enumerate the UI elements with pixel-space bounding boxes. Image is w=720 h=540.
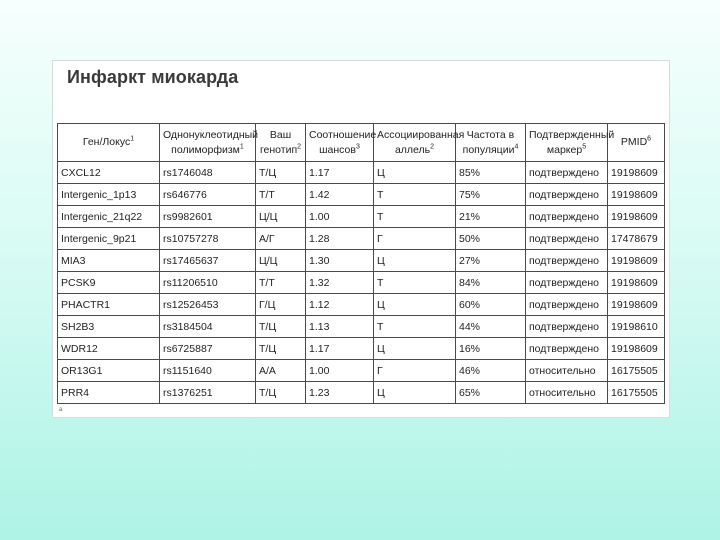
header-confirmed-marker: Подтвержденный маркер$^5$ [526, 124, 608, 162]
frequency-cell: 84% [456, 272, 526, 294]
allele-cell: Т [374, 272, 456, 294]
frequency-cell: 16% [456, 338, 526, 360]
pmid-cell: 19198609 [608, 206, 665, 228]
marker-cell: подтверждено [526, 184, 608, 206]
snp-cell: rs9982601 [160, 206, 256, 228]
pmid-cell: 19198609 [608, 184, 665, 206]
genotype-cell: Ц/Ц [256, 250, 306, 272]
allele-cell: Ц [374, 250, 456, 272]
frequency-cell: 21% [456, 206, 526, 228]
header-pmid: PMID$^6$ [608, 124, 665, 162]
genotype-cell: Ц/Ц [256, 206, 306, 228]
gene-cell: OR13G1 [58, 360, 160, 382]
allele-cell: Г [374, 228, 456, 250]
allele-cell: Г [374, 360, 456, 382]
pmid-cell: 19198609 [608, 162, 665, 184]
pmid-cell: 17478679 [608, 228, 665, 250]
table-row [58, 316, 665, 338]
gene-cell: SH2B3 [58, 316, 160, 338]
odds-ratio-cell: 1.12 [306, 294, 374, 316]
pmid-cell: 19198609 [608, 250, 665, 272]
marker-cell: подтверждено [526, 250, 608, 272]
gene-cell: Intergenic_21q22 [58, 206, 160, 228]
frequency-cell: 50% [456, 228, 526, 250]
gene-cell: MIA3 [58, 250, 160, 272]
marker-cell: подтверждено [526, 294, 608, 316]
odds-ratio-cell: 1.13 [306, 316, 374, 338]
allele-cell: Ц [374, 294, 456, 316]
genotype-cell: Т/Т [256, 272, 306, 294]
odds-ratio-cell: 1.32 [306, 272, 374, 294]
frequency-cell: 60% [456, 294, 526, 316]
snp-cell: rs12526453 [160, 294, 256, 316]
header-population-frequency: Частота в популяции$^4$ [456, 124, 526, 162]
frequency-cell: 27% [456, 250, 526, 272]
snp-cell: rs646776 [160, 184, 256, 206]
table-row [58, 272, 665, 294]
allele-cell: Т [374, 184, 456, 206]
allele-cell: Т [374, 206, 456, 228]
genotype-cell: Т/Ц [256, 162, 306, 184]
table-row [58, 250, 665, 272]
odds-ratio-cell: 1.17 [306, 162, 374, 184]
header-snp: Однонуклеотидный полиморфизм$^1$ [160, 124, 256, 162]
genotype-cell: Т/Ц [256, 316, 306, 338]
genotype-cell: А/Г [256, 228, 306, 250]
odds-ratio-cell: 1.42 [306, 184, 374, 206]
marker-cell: подтверждено [526, 228, 608, 250]
allele-cell: Ц [374, 162, 456, 184]
odds-ratio-cell: 1.28 [306, 228, 374, 250]
frequency-cell: 65% [456, 382, 526, 404]
odds-ratio-cell: 1.30 [306, 250, 374, 272]
odds-ratio-cell: 1.00 [306, 360, 374, 382]
table-row [58, 382, 665, 404]
page-title: Инфаркт миокарда [67, 67, 239, 87]
header-odds-ratio: Соотношение шансов$^3$ [306, 124, 374, 162]
odds-ratio-cell: 1.23 [306, 382, 374, 404]
genotype-cell: А/А [256, 360, 306, 382]
table-row [58, 338, 665, 360]
results-table [57, 123, 665, 404]
marker-cell: относительно [526, 360, 608, 382]
snp-cell: rs1746048 [160, 162, 256, 184]
allele-cell: Т [374, 316, 456, 338]
pmid-cell: 16175505 [608, 360, 665, 382]
table-row [58, 184, 665, 206]
marker-cell: подтверждено [526, 338, 608, 360]
slide-card [52, 60, 670, 418]
snp-cell: rs17465637 [160, 250, 256, 272]
table-row [58, 360, 665, 382]
allele-cell: Ц [374, 338, 456, 360]
snp-cell: rs11206510 [160, 272, 256, 294]
genotype-cell: Т/Ц [256, 338, 306, 360]
pmid-cell: 19198609 [608, 294, 665, 316]
snp-cell: rs3184504 [160, 316, 256, 338]
frequency-cell: 46% [456, 360, 526, 382]
gene-cell: PRR4 [58, 382, 160, 404]
table-row [58, 206, 665, 228]
table-row [58, 228, 665, 250]
table-header-row [58, 124, 665, 162]
allele-cell: Ц [374, 382, 456, 404]
marker-cell: подтверждено [526, 272, 608, 294]
header-gene-locus: Ген/Локус$^1$ [58, 124, 160, 162]
frequency-cell: 85% [456, 162, 526, 184]
frequency-cell: 75% [456, 184, 526, 206]
snp-cell: rs1376251 [160, 382, 256, 404]
header-genotype: Ваш генотип$^2$ [256, 124, 306, 162]
odds-ratio-cell: 1.00 [306, 206, 374, 228]
snp-cell: rs1151640 [160, 360, 256, 382]
table-row [58, 294, 665, 316]
marker-cell: подтверждено [526, 316, 608, 338]
gene-cell: CXCL12 [58, 162, 160, 184]
gene-cell: PHACTR1 [58, 294, 160, 316]
pmid-cell: 19198610 [608, 316, 665, 338]
odds-ratio-cell: 1.17 [306, 338, 374, 360]
gene-cell: WDR12 [58, 338, 160, 360]
genotype-cell: Г/Ц [256, 294, 306, 316]
snp-cell: rs6725887 [160, 338, 256, 360]
genotype-cell: Т/Т [256, 184, 306, 206]
genotype-cell: Т/Ц [256, 382, 306, 404]
marker-cell: подтверждено [526, 206, 608, 228]
header-associated-allele: Ассоциированная аллель$^2$ [374, 124, 456, 162]
gene-cell: Intergenic_1p13 [58, 184, 160, 206]
marker-cell: подтверждено [526, 162, 608, 184]
pmid-cell: 19198609 [608, 338, 665, 360]
marker-cell: относительно [526, 382, 608, 404]
snp-cell: rs10757278 [160, 228, 256, 250]
gene-cell: Intergenic_9p21 [58, 228, 160, 250]
footnote-mark: а [59, 407, 63, 413]
pmid-cell: 19198609 [608, 272, 665, 294]
frequency-cell: 44% [456, 316, 526, 338]
table-row [58, 162, 665, 184]
pmid-cell: 16175505 [608, 382, 665, 404]
gene-cell: PCSK9 [58, 272, 160, 294]
